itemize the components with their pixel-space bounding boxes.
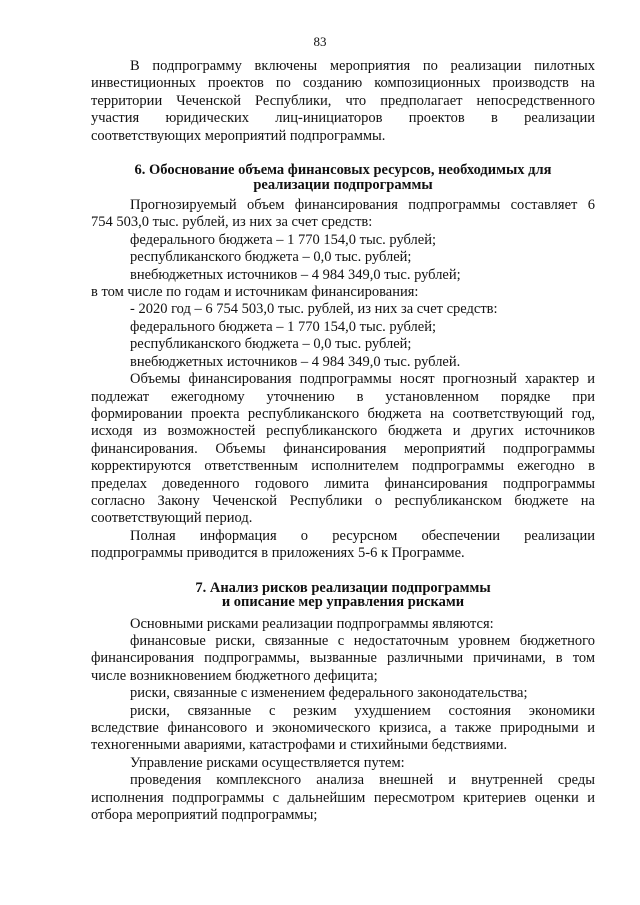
federal-budget-line: федерального бюджета – 1 770 154,0 тыс. рублей; — [130, 231, 437, 248]
section-7-heading — [91, 581, 595, 610]
text-line: пределах доведенного годового лимита финансирования подпрограммы — [91, 475, 595, 492]
section-6-heading — [91, 163, 595, 192]
text-line: согласно Закону Чеченской Республики о республиканском бюджете на — [91, 492, 595, 509]
text-line: проведения комплексного анализа внешней и внутренней среды — [130, 772, 595, 789]
intro-paragraph — [91, 58, 595, 145]
republican-budget-2020-line: республиканского бюджета – 0,0 тыс. рублей; — [130, 336, 412, 353]
text-line: 754 503,0 тыс. рублей, из них за счет средств: — [91, 214, 373, 231]
main-risks-intro: Основными рисками реализации подпрограммы являются: — [130, 615, 494, 632]
text-line: вследствие финансового и экономического кризиса, а также природными и — [91, 720, 595, 736]
text-line: Объемы финансирования подпрограммы носят прогнозный характер и — [130, 371, 595, 388]
page-number: 83 — [313, 34, 327, 49]
federal-budget-2020-line: федерального бюджета – 1 770 154,0 тыс. рублей; — [130, 318, 437, 335]
text-line: подлежат ежегодному уточнению в установленном порядке при — [91, 388, 595, 405]
page-content — [91, 58, 595, 824]
text-line: соответствующих мероприятий подпрограммы. — [91, 127, 386, 144]
text-line: формировании проекта республиканского бюджета на соответствующий год, — [91, 405, 595, 422]
extrabudget-2020-line: внебюджетных источников – 4 984 349,0 тыс. рублей. — [130, 353, 461, 370]
text-line: Прогнозируемый объем финансирования подпрограммы составляет 6 — [130, 197, 595, 214]
text-line: финансирования подпрограммы, вызванные различными причинами, в том — [91, 650, 595, 667]
text-line: территории Чеченской Республики, что предполагает непосредственного — [91, 92, 595, 109]
text-line: финансирования. Объемы финансирования мероприятий подпрограммы — [91, 440, 595, 457]
heading-line: 6. Обоснование объема финансовых ресурсов, необходимых для — [134, 162, 552, 179]
text-line: риски, связанные с резким ухудшением состояния экономики — [130, 702, 595, 719]
republican-budget-line: республиканского бюджета – 0,0 тыс. рублей; — [130, 249, 412, 266]
text-line: инвестиционных проектов по созданию композиционных производств на — [91, 75, 595, 92]
text-line: отбора мероприятий подпрограммы; — [91, 807, 318, 824]
text-line: соответствующий период. — [91, 510, 253, 527]
year-2020-line: - 2020 год – 6 754 503,0 тыс. рублей, из них за счет средств: — [130, 301, 498, 318]
financial-risks-paragraph — [91, 633, 595, 685]
text-line: корректируются ответственным исполнителем подпрограммы ежегодно в — [91, 458, 595, 475]
heading-line: реализации подпрограммы — [253, 176, 433, 193]
text-line: участия юридических лиц-инициаторов проектов в реализации — [91, 110, 595, 127]
text-line: Полная информация о ресурсном обеспечении реализации — [130, 527, 595, 544]
text-line: В подпрограмму включены мероприятия по реализации пилотных — [130, 58, 595, 74]
heading-line: 7. Анализ рисков реализации подпрограммы — [195, 579, 491, 596]
text-line: исходя из возможностей республиканского бюджета и других источников — [91, 423, 595, 440]
text-line: исполнения подпрограммы с дальнейшим пересмотром критериев оценки и — [91, 789, 595, 806]
funding-total-paragraph — [91, 197, 595, 232]
by-year-intro: в том числе по годам и источникам финансирования: — [91, 284, 419, 301]
extrabudget-line: внебюджетных источников – 4 984 349,0 тыс. рублей; — [130, 266, 461, 283]
heading-line: и описание мер управления рисками — [221, 594, 465, 611]
text-line: техногенными авариями, катастрофами и стихийными бедствиями. — [91, 737, 508, 754]
risk-management-intro: Управление рисками осуществляется путем: — [130, 754, 405, 771]
text-line: числе возникновением бюджетного дефицита; — [91, 667, 378, 684]
legislation-risks-line: риски, связанные с изменением федерального законодательства; — [130, 685, 528, 702]
full-info-paragraph — [91, 528, 595, 563]
text-line: финансовые риски, связанные с недостаточным уровнем бюджетного — [130, 632, 595, 649]
text-line: подпрограммы приводится в приложениях 5-6 к Программе. — [91, 545, 465, 562]
economic-risks-paragraph — [91, 703, 595, 755]
analysis-paragraph — [91, 772, 595, 824]
forecast-paragraph — [91, 371, 595, 528]
